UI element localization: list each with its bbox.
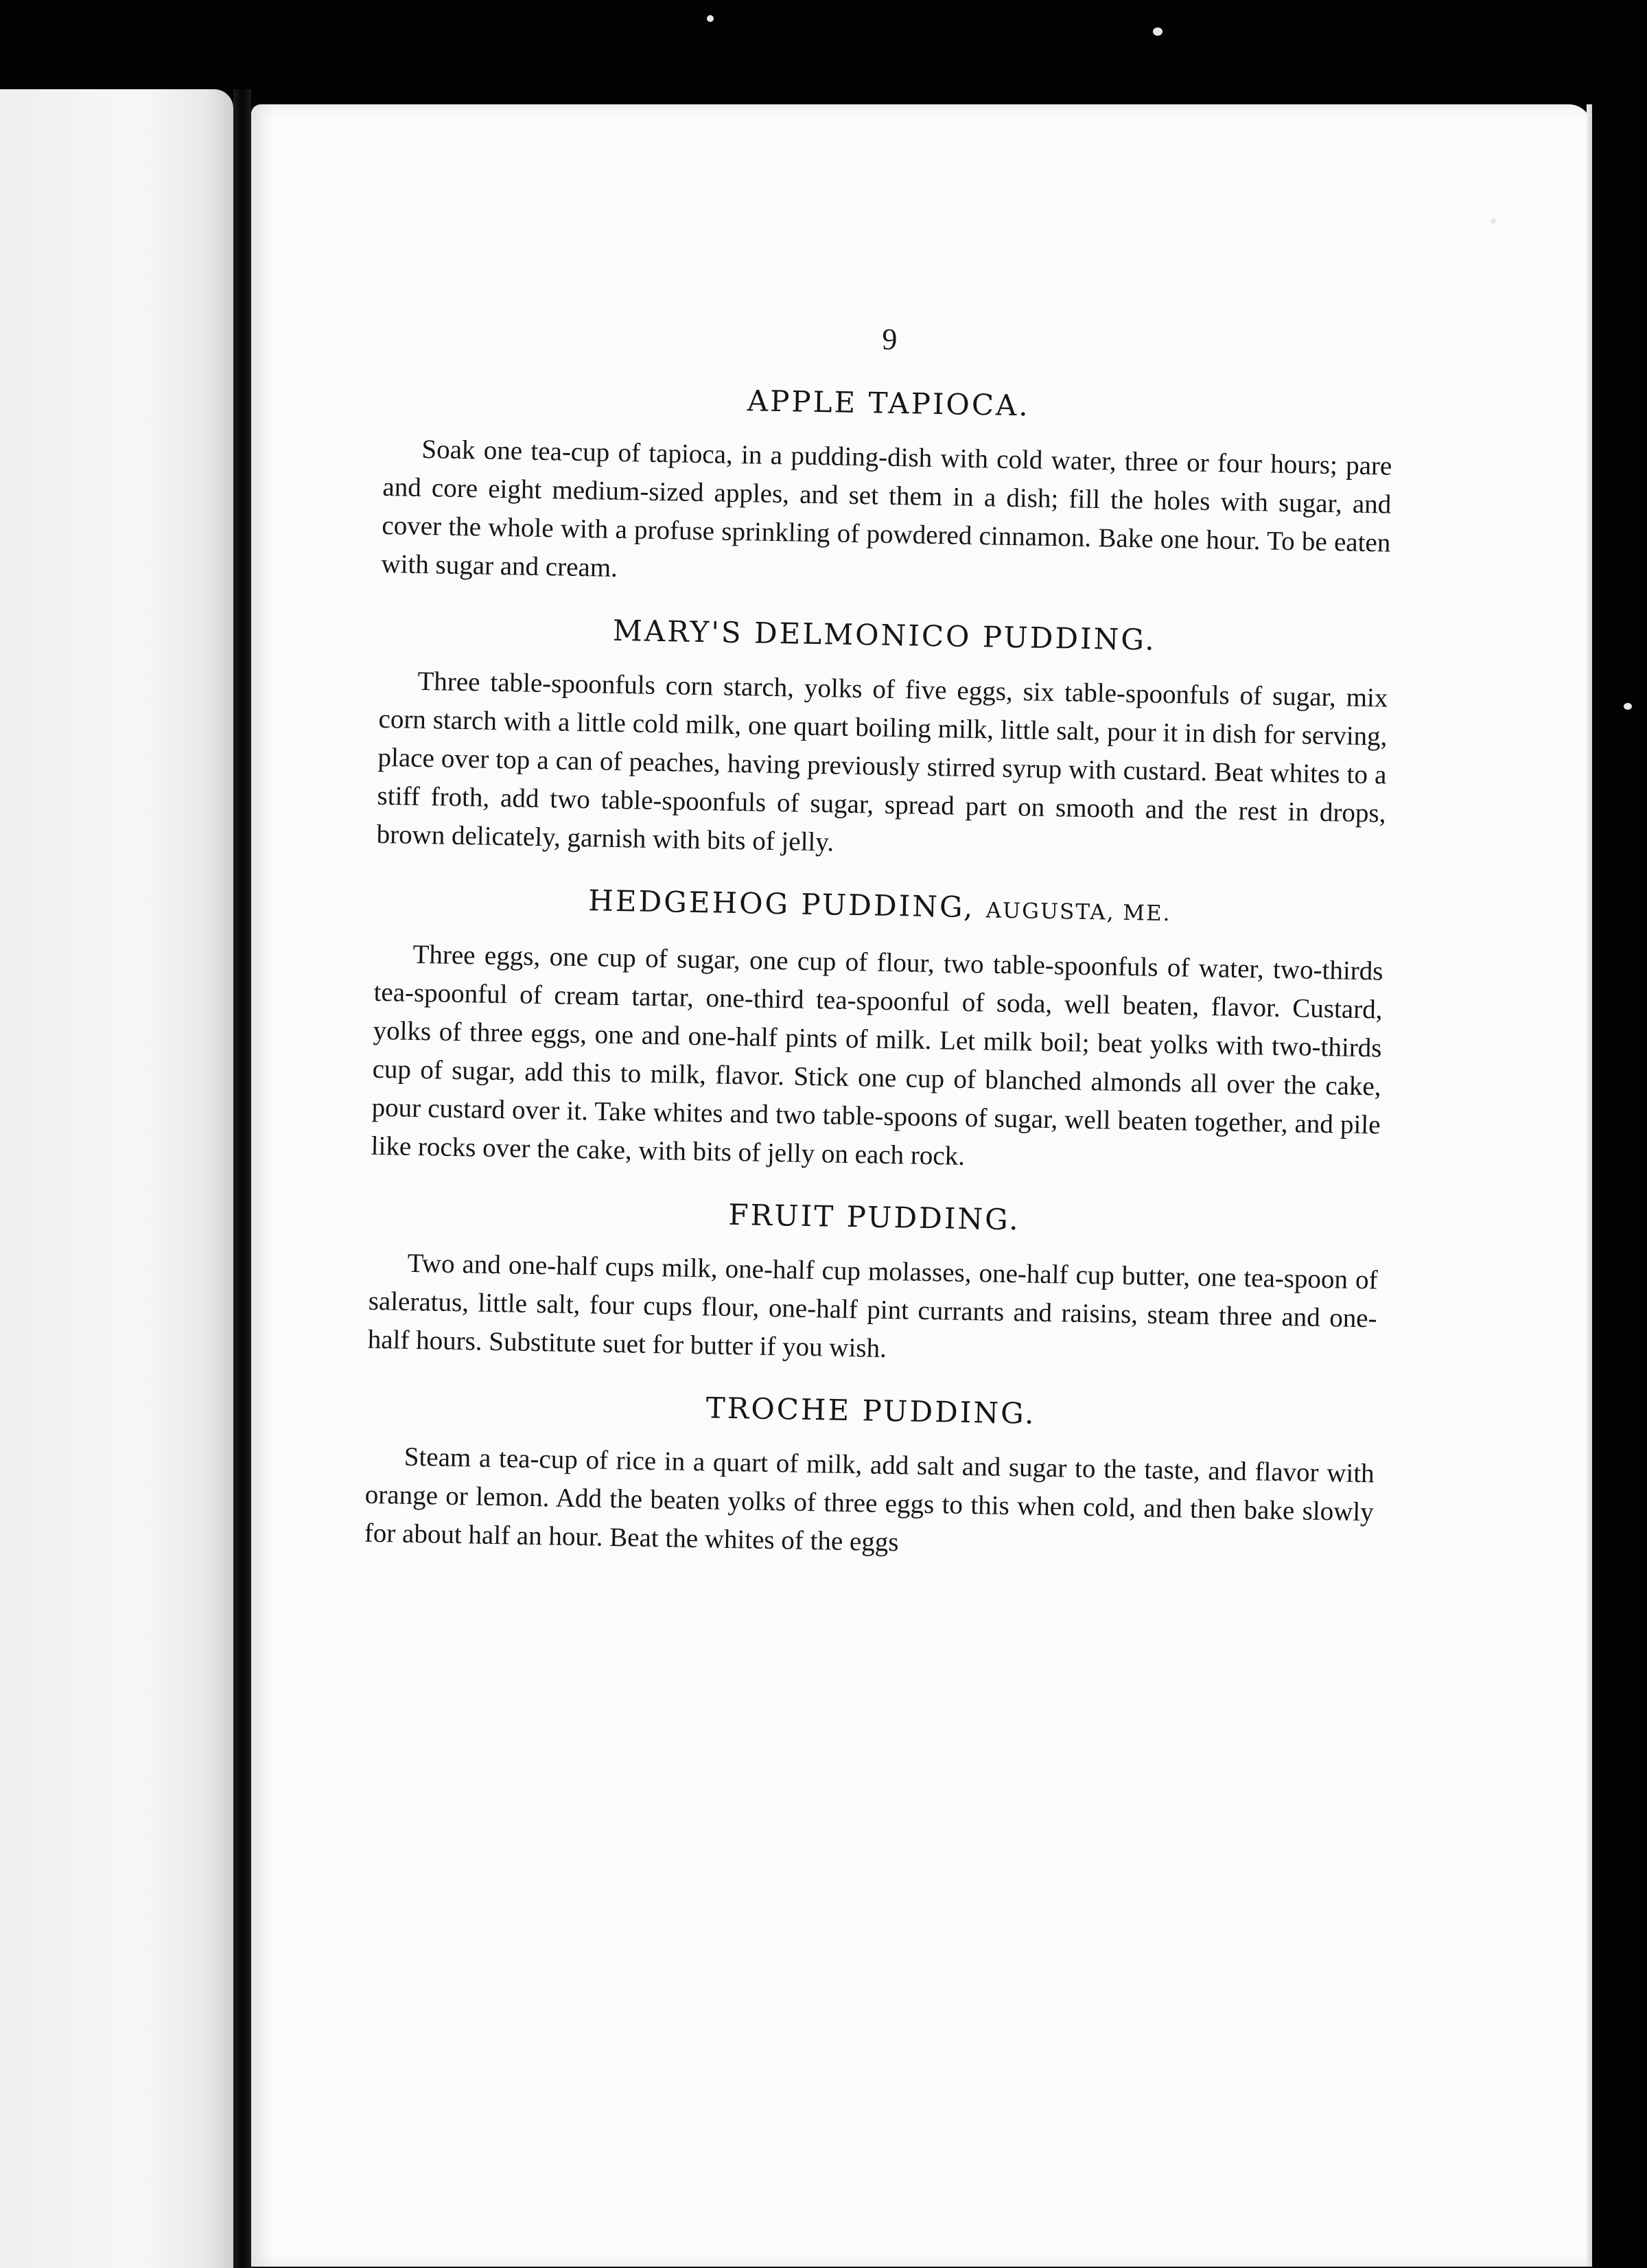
recipe-title-troche-pudding: TROCHE PUDDING.	[705, 1391, 1036, 1431]
left-facing-page	[0, 89, 233, 2268]
page-edge	[1587, 104, 1592, 2267]
recipe-title-apple-tapioca: APPLE TAPIOCA.	[747, 384, 1031, 423]
scan-speck	[707, 15, 714, 22]
scan-speck	[1153, 27, 1163, 36]
recipe-body-fruit-pudding: Two and one-half cups milk, one-half cup molasses, one-half cup butter, one tea-spoon of saleratus, little salt, four cups flour, one-half pint currants and raisins, steam three and one-half hours. Substitute suet for butter if you wish.	[367, 1248, 1378, 1363]
recipe-heading-hedgehog-pudding	[375, 877, 1385, 938]
scan-speck	[1624, 703, 1632, 710]
recipe-body-marys-delmonico-pudding: Three table-spoonfuls corn starch, yolks of five eggs, six table-spoonfuls of sugar, mix corn starch with a little cold milk, one quart boiling milk, little salt, pour it in dish for serving, place over top a can of peaches, having previously stirred syrup with custard. Beat whites to a stiff froth, add two table-spoonfuls of sugar, spread part on smooth and the rest in drops, brown delicately, garnish with bits of jelly.	[376, 666, 1388, 857]
recipe-title-fruit-pudding: FRUIT PUDDING.	[728, 1197, 1021, 1237]
page-number: 9	[881, 322, 898, 357]
page-text	[364, 310, 1394, 1570]
recipe-place: AUGUSTA, ME.	[985, 898, 1171, 927]
scan-speck	[1491, 218, 1496, 224]
recipe-body-apple-tapioca: Soak one tea-cup of tapioca, in a pudding-dish with cold water, three or four hours; pare and core eight medium-sized apples, and set them in a dish; fill the holes with sugar, and cover the whole with a profuse sprinkling of powdered cinnamon. Bake one hour. To be eaten with sugar and cream.	[381, 434, 1392, 583]
recipe-title-hedgehog-pudding: HEDGEHOG PUDDING,	[587, 883, 975, 925]
recipe-body-hedgehog-pudding: Three eggs, one cup of sugar, one cup of flour, two table-spoonfuls of water, two-thirds tea-spoonful of cream tartar, one-third tea-spoonful of soda, well beaten, flavor. Custard, yolks of three eggs, one and one-half pints of milk. Let milk boil; beat yolks with two-thirds cup of sugar, add this to milk, flavor. Stick one cup of blanched almonds all over the cake, pour custard over it. Take whites and two table-spoons of sugar, well beaten together, and pile like rocks over the cake, with bits of jelly on each rock.	[371, 939, 1383, 1171]
recipe-body-troche-pudding: Steam a tea-cup of rice in a quart of milk, add salt and sugar to the taste, and flavor with orange or lemon. Add the beaten yolks of three eggs to this when cold, and then bake slowly for about half an hour. Beat the whites of the eggs	[364, 1442, 1375, 1558]
recipe-title-marys-delmonico-pudding: MARY'S DELMONICO PUDDING.	[612, 613, 1157, 657]
book-gutter	[233, 89, 251, 2268]
book-page	[251, 104, 1592, 2267]
